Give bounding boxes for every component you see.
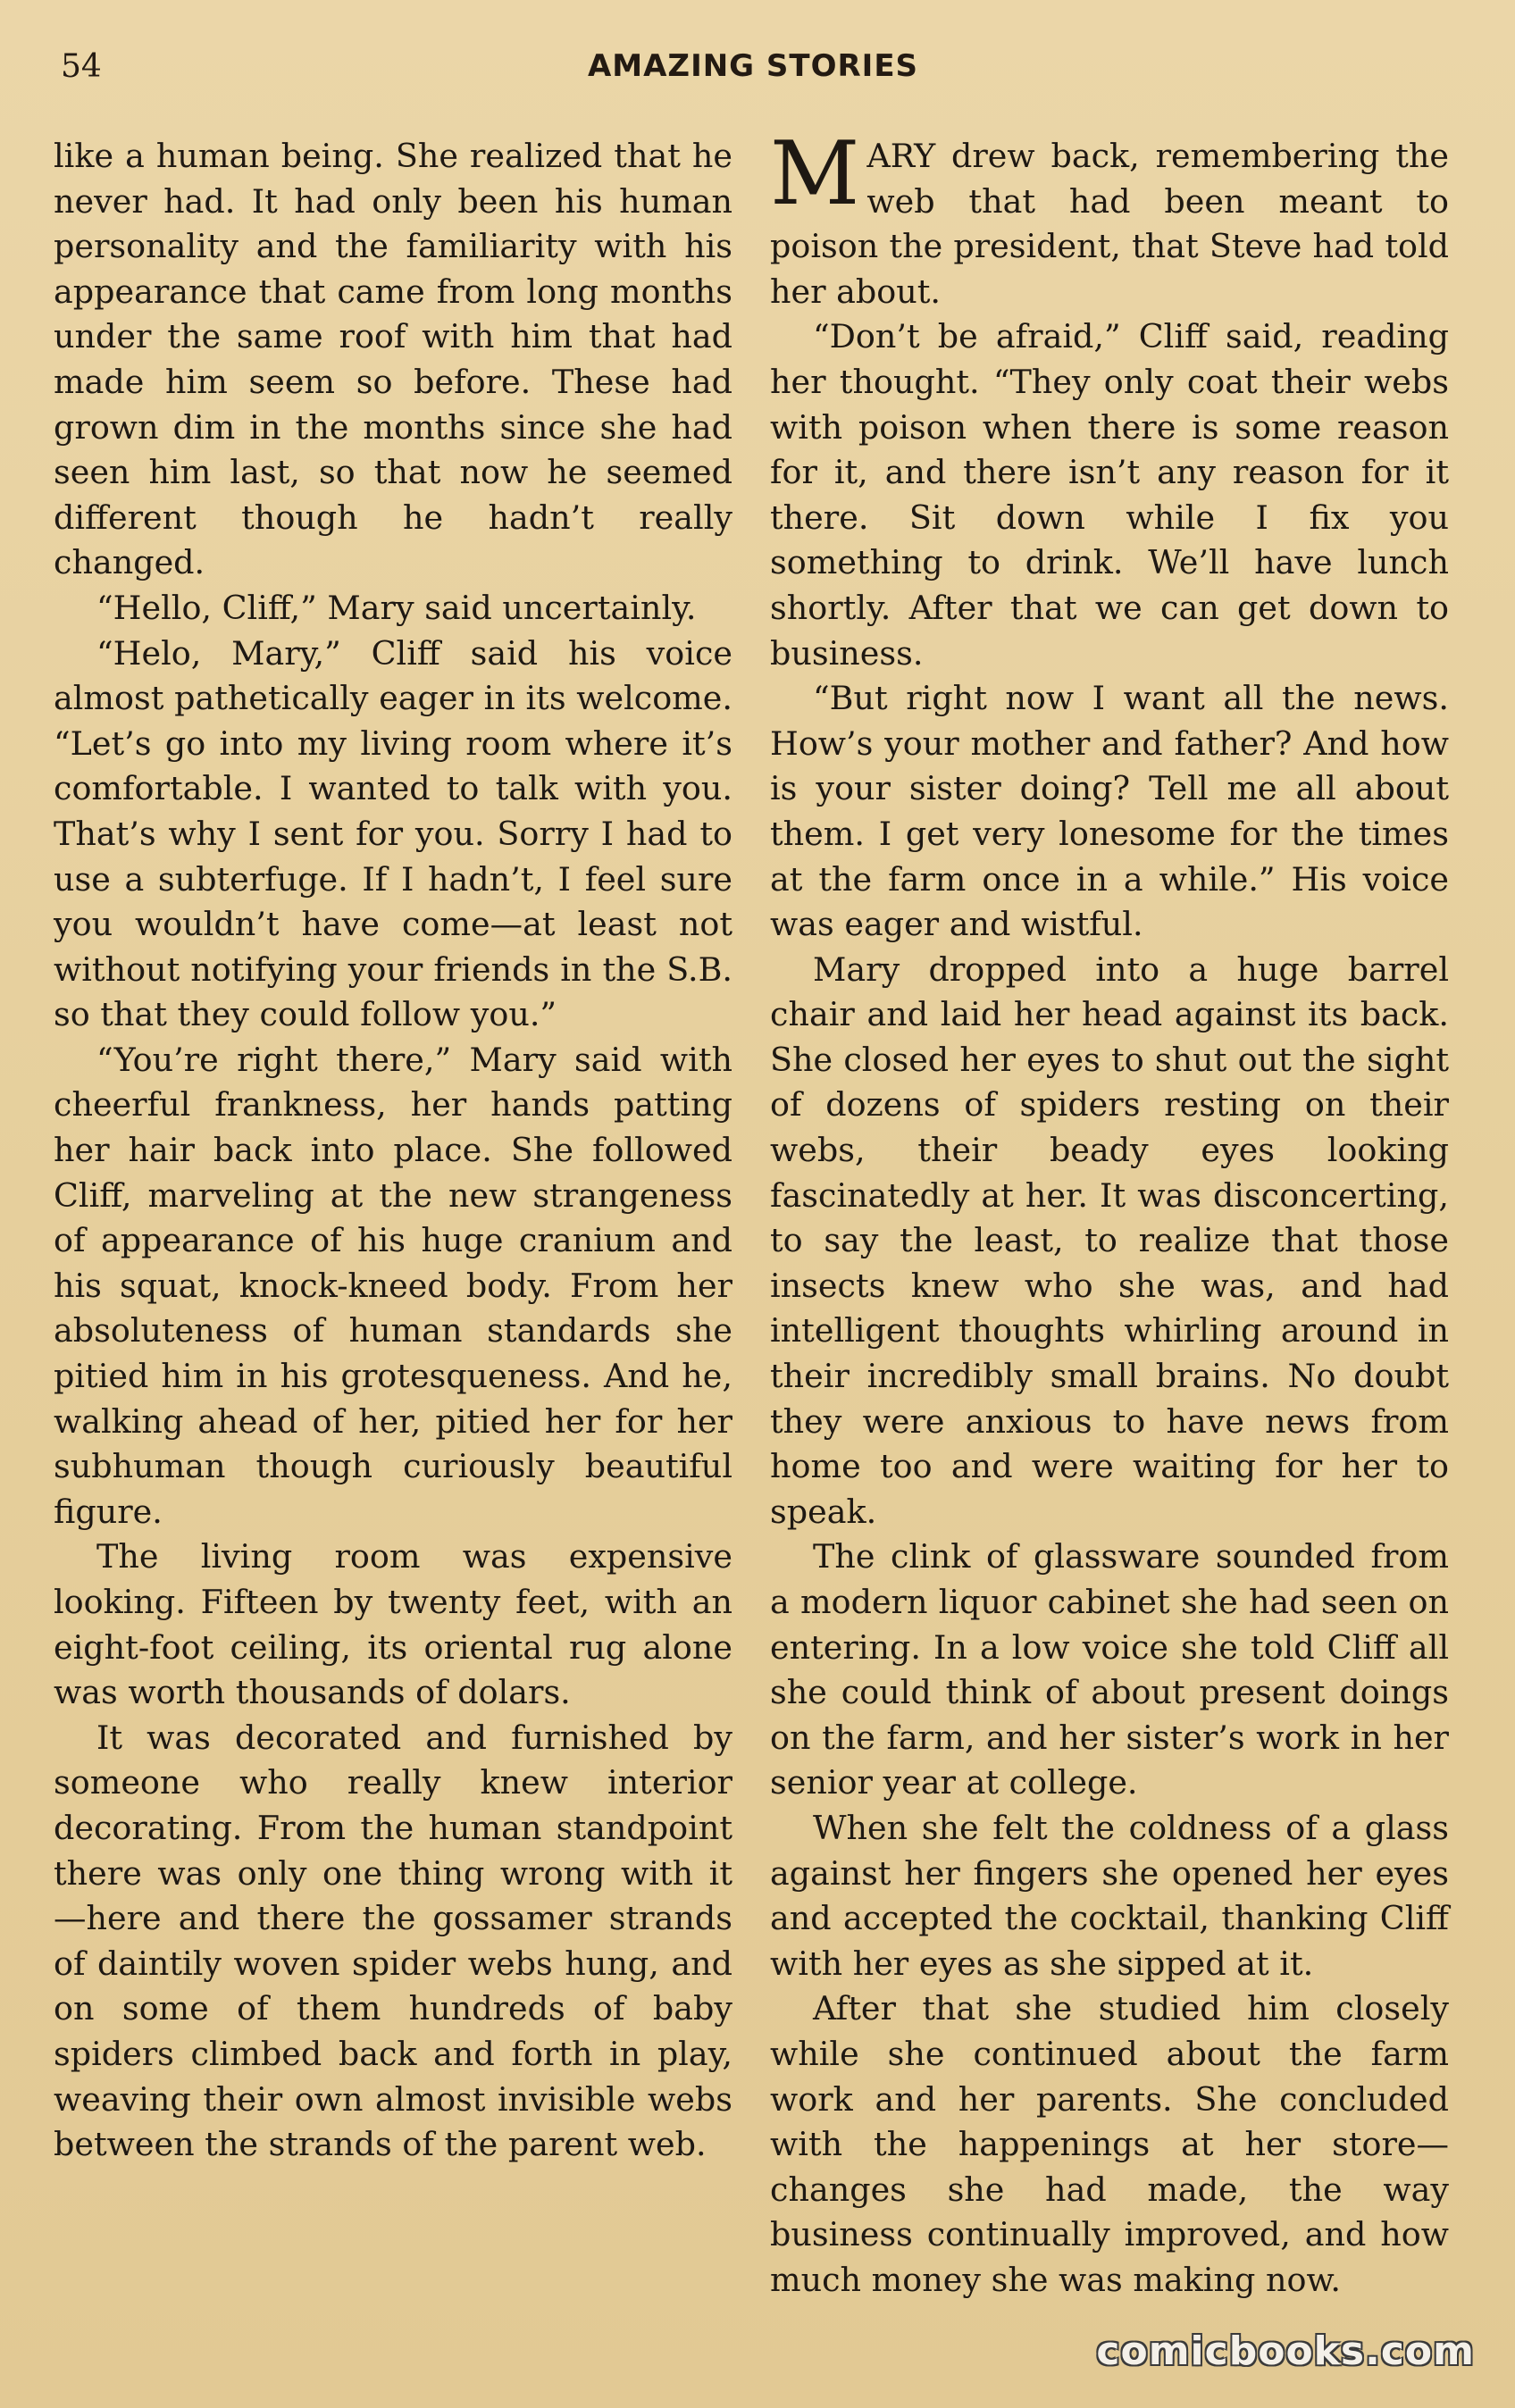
drop-cap: M bbox=[770, 123, 860, 225]
paragraph: “Helo, Mary,” Cliff said his voice almost pathetically eager in its welcome. “Let’s go into my living room where it’s comfortable. I wanted to talk with you. That’s why I sent for you. Sorry I had to use a subterfuge. If I hadn’t, I feel sure you wouldn’t have come—at least not without notifying your friends in the S.B. so that they could follow you.” bbox=[54, 633, 732, 1034]
paragraph: When she felt the coldness of a glass against her fingers she opened her eyes and accepted the cocktail, thanking Cliff with her eyes as she sipped at it. bbox=[770, 1808, 1449, 1983]
left-column bbox=[54, 134, 732, 2168]
right-column bbox=[770, 123, 1449, 2303]
watermark-logo: comicbooks.com bbox=[1096, 2329, 1475, 2374]
paragraph: The living room was expensive looking. Fifteen by twenty feet, with an eight-foot ceiling, its oriental rug alone was worth thousands of dolars. bbox=[54, 1537, 732, 1712]
paragraph: “Hello, Cliff,” Mary said uncertainly. bbox=[96, 588, 697, 627]
running-title: AMAZING STORIES bbox=[587, 48, 919, 84]
paragraph: Mary dropped into a huge barrel chair and laid her head against its back. She closed her eyes to shut out the sight of dozens of spiders resting on their webs, their beady eyes looking fascinatedly at her. It was disconcerting, to say the least, to realize that those insects knew who she was, and had intelligent thoughts whirling around in their incredibly small brains. No doubt they were anxious to have news from home too and were waiting for her to speak. bbox=[770, 949, 1449, 1531]
paragraph: “But right now I want all the news. How’s your mother and father? And how is your sister doing? Tell me all about them. I get very lonesome for the times at the farm once in a while.” His voice was eager and wistful. bbox=[770, 679, 1449, 944]
paragraph: After that she studied him closely while she continued about the farm work and her parents. She concluded with the happenings at her store—changes she had made, the way business continually improved, and how much money she was making now. bbox=[770, 1989, 1449, 2299]
paragraph: like a human being. She realized that he never had. It had only been his human personality and the familiarity with his appearance that came from long months under the same roof with him that had made him seem so before. These had grown dim in the months since she had seen him last, so that now he seemed different though he hadn’t really changed. bbox=[54, 137, 732, 582]
dropcap-paragraph-text: ARY drew back, remembering the web that had been meant to poison the president, that Steve had told her about. bbox=[770, 137, 1449, 311]
paragraph: “You’re right there,” Mary said with cheerful frankness, her hands patting her hair back into place. She followed Cliff, marveling at the new strangeness of appearance of his huge cranium and his squat, knock-kneed body. From her absoluteness of human standards she pitied him in his grotesqueness. And he, walking ahead of her, pitied her for her subhuman though curiously beautiful figure. bbox=[54, 1040, 732, 1531]
paragraph: “Don’t be afraid,” Cliff said, reading her thought. “They only coat their webs with poison when there is some reason for it, and there isn’t any reason for it there. Sit down while I fix you something to drink. We’ll have lunch shortly. After that we can get down to business. bbox=[770, 317, 1449, 673]
paragraph: The clink of glassware sounded from a modern liquor cabinet she had seen on entering. In a low voice she told Cliff all she could think of about present doings on the farm, and her sister’s work in her senior year at college. bbox=[770, 1537, 1449, 1802]
page-number: 54 bbox=[61, 48, 102, 85]
paragraph: It was decorated and furnished by someone who really knew interior decorating. From the human standpoint there was only one thing wrong with it —here and there the gossamer strands of daintily woven spider webs hung, and on some of them hundreds of baby spiders climbed back and forth in play, weaving their own almost invisible webs between the strands of the parent web. bbox=[54, 1718, 732, 2164]
page-header bbox=[54, 43, 1452, 96]
dropcap-paragraph bbox=[770, 123, 1449, 314]
